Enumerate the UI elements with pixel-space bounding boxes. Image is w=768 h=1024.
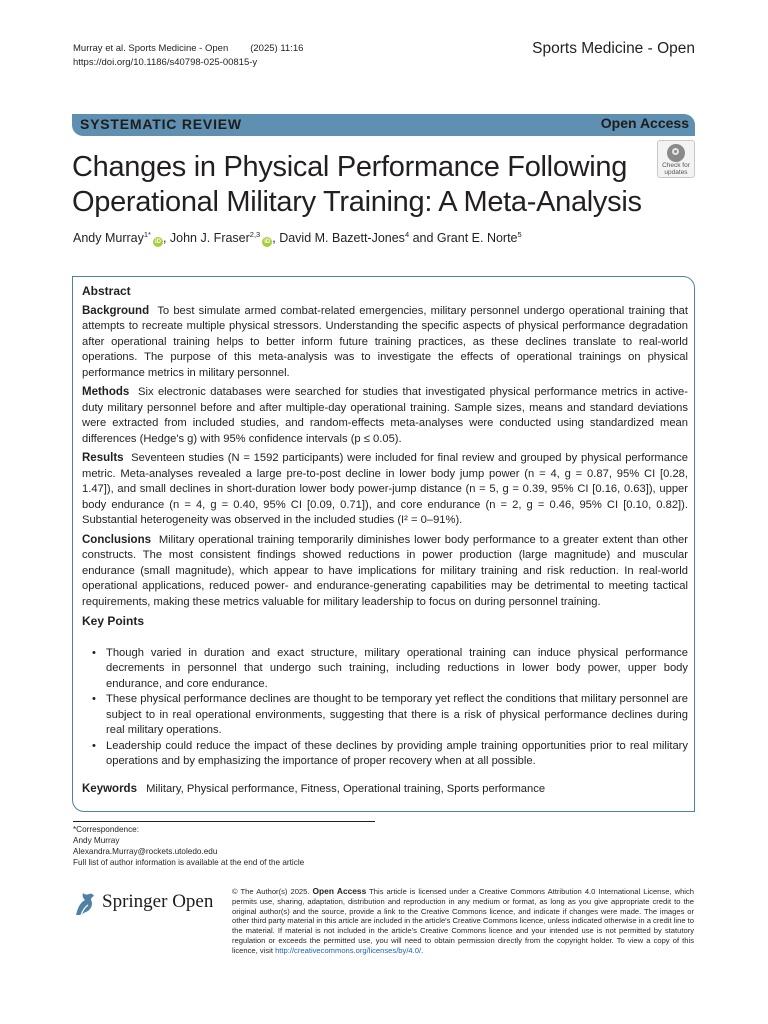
- publisher-name-main: Springer: [102, 891, 168, 912]
- abstract-conclusions: [82, 533, 688, 611]
- author-name[interactable]: David M. Bazett-Jones: [279, 231, 405, 245]
- author-name[interactable]: Grant E. Norte: [436, 231, 518, 245]
- footnotes: [73, 824, 304, 868]
- keywords-text: Military, Physical performance, Fitness, Operational training, Sports performance: [146, 782, 546, 795]
- doi-link[interactable]: https://doi.org/10.1186/s40798-025-00815-y: [73, 57, 258, 68]
- correspondence-name: Andy Murray: [73, 836, 120, 845]
- check-updates-icon: [667, 144, 685, 162]
- publisher-name-suffix: Open: [172, 891, 214, 912]
- check-updates-line1: Check for: [662, 162, 690, 169]
- publisher-logo[interactable]: [72, 889, 222, 919]
- author-separator: ,: [272, 231, 280, 245]
- abstract-box: [72, 276, 695, 812]
- key-points-heading: Key Points: [82, 614, 145, 628]
- author-info-note: Full list of author information is available at the end of the article: [73, 858, 305, 867]
- author-name[interactable]: Andy Murray: [73, 231, 144, 245]
- citation: Murray et al. Sports Medicine - Open: [73, 43, 229, 54]
- methods-label: Methods: [82, 386, 130, 398]
- author-separator: ,: [162, 231, 170, 245]
- author-affiliation: 5: [517, 229, 522, 239]
- license-link[interactable]: http://creativecommons.org/licenses/by/4.0/: [275, 945, 422, 955]
- running-header: [73, 42, 303, 70]
- author-affiliation: 1*: [143, 229, 151, 239]
- license-end: .: [421, 945, 424, 955]
- keywords-label: Keywords: [82, 782, 137, 795]
- copyright: © The Author(s) 2025.: [232, 887, 310, 896]
- article-type-banner: [72, 114, 695, 136]
- check-for-updates-button[interactable]: [657, 140, 695, 178]
- methods-text: Six electronic databases were searched for studies that investigated physical performance metrics in active-duty military personnel before and after multiple-day operational training. Sample sizes, means and standard deviations were extracted from included studies, and random-effects meta-analyses were conducted using standardized mean differences (Hedge's g) with 95% confidence intervals (p ≤ 0.05).: [82, 386, 688, 445]
- background-text: To best simulate armed combat-related emergencies, military personnel undergo operational training that attempts to recreate multiple physical stressors. Understanding the specific aspects of physical performance degradation after operational training helps to better inform future training practices, as these declines translate to real-world operations. The purpose of this meta-analysis was to investigate the effects of operational trainings on physical performance metrics in military personnel.: [82, 304, 688, 379]
- citation-line: [73, 42, 303, 56]
- abstract-heading: Abstract: [82, 284, 131, 298]
- conclusions-label: Conclusions: [82, 533, 152, 546]
- author-name[interactable]: John J. Fraser: [169, 231, 250, 245]
- journal-name: Sports Medicine - Open: [532, 40, 695, 57]
- article-type: SYSTEMATIC REVIEW: [80, 116, 242, 132]
- license-text: [232, 887, 694, 956]
- year-volume: (2025) 11:16: [250, 43, 304, 54]
- article-title: Changes in Physical Performance Following Operational Military Training: A Meta-Analysis: [72, 151, 642, 218]
- correspondence-email[interactable]: Alexandra.Murray@rockets.utoledo.edu: [73, 847, 218, 856]
- author-affiliation: 4: [404, 229, 410, 239]
- keywords: [82, 782, 688, 798]
- list-item: • Leadership could reduce the impact of these declines by providing ample training opportunities prior to real military operations and by emphasizing the importance of proper recovery when at all possible.: [82, 739, 688, 770]
- publisher-name: [102, 891, 213, 913]
- abstract-results: [82, 451, 688, 529]
- abstract-methods: [82, 385, 688, 447]
- author-list: [73, 231, 522, 247]
- list-item: • Though varied in duration and exact structure, military operational training can induce physical performance decrements in personnel that undergo such training, including reductions in lower body power, upper body endurance, and core endurance.: [82, 646, 688, 693]
- orcid-icon[interactable]: iD: [154, 239, 161, 245]
- background-label: Background: [82, 304, 150, 317]
- abstract-content: [82, 284, 688, 797]
- conclusions-text: Military operational training temporarily diminishes lower body performance to a greater extent than other constructs. The most consistent findings showed reductions in power production (large magnitude) and muscular endurance (small magnitude), which appear to have implications for military training and risk reduction. In real-world operational applications, reduced power- and endurance-generating capabilities may be detrimental to meeting tactical requirements, making these metrics valuable for military leadership to focus on during personnel training.: [82, 533, 688, 608]
- author-separator: and: [409, 231, 437, 245]
- list-item: • These physical performance declines are thought to be temporary yet reflect the conditions that military personnel are subject to in real operational environments, suggesting that there is a risk of physical performance declines during real military operations.: [82, 692, 688, 739]
- results-text: Seventeen studies (N = 1592 participants) were included for final review and grouped by physical performance metric. Meta-analyses revealed a large pre-to-post decline in lower body jump power (n = 4, g = 0.87, 95% CI [0.28, 1.47]), and small declines in short-duration lower body power-jump distance (n = 5, g = 0.39, 95% CI [0.16, 0.63]), upper body endurance (n = 4, g = 0.40, 95% CI [0.09, 0.71]), and core endurance (n = 2, g = 0.46, 95% CI [0.10, 0.82]). Substantial heterogeneity was observed in the included studies (I² = 0–91%).: [82, 452, 688, 526]
- orcid-icon[interactable]: iD: [264, 239, 271, 245]
- open-access-label: Open Access: [600, 115, 689, 131]
- check-updates-line2: updates: [664, 169, 688, 176]
- abstract-background: [82, 304, 688, 382]
- correspondence-label: *Correspondence:: [73, 825, 139, 834]
- license-open-access: Open Access: [312, 886, 367, 896]
- springer-horse-icon: [72, 889, 96, 917]
- license-body: This article is licensed under a Creative Commons Attribution 4.0 International License, which permits use, sharing, adaptation, distribution and reproduction in any medium or format, as long as you give appropriate credit to the original author(s) and the source, provide a link to the Creative Commons licence, and indicate if changes were made. The images or other third party material in this article are included in the article's Creative Commons licence, unless indicated otherwise in a credit line to the material. If material is not included in the article's Creative Commons licence and your intended use is not permitted by statutory regulation or exceeds the permitted use, you will need to obtain permission directly from the copyright holder. To view a copy of this licence, visit: [232, 887, 694, 955]
- author-affiliation: 2,3: [249, 229, 261, 239]
- key-points-list: [82, 646, 688, 770]
- results-label: Results: [82, 452, 124, 464]
- footnote-divider: [73, 821, 375, 822]
